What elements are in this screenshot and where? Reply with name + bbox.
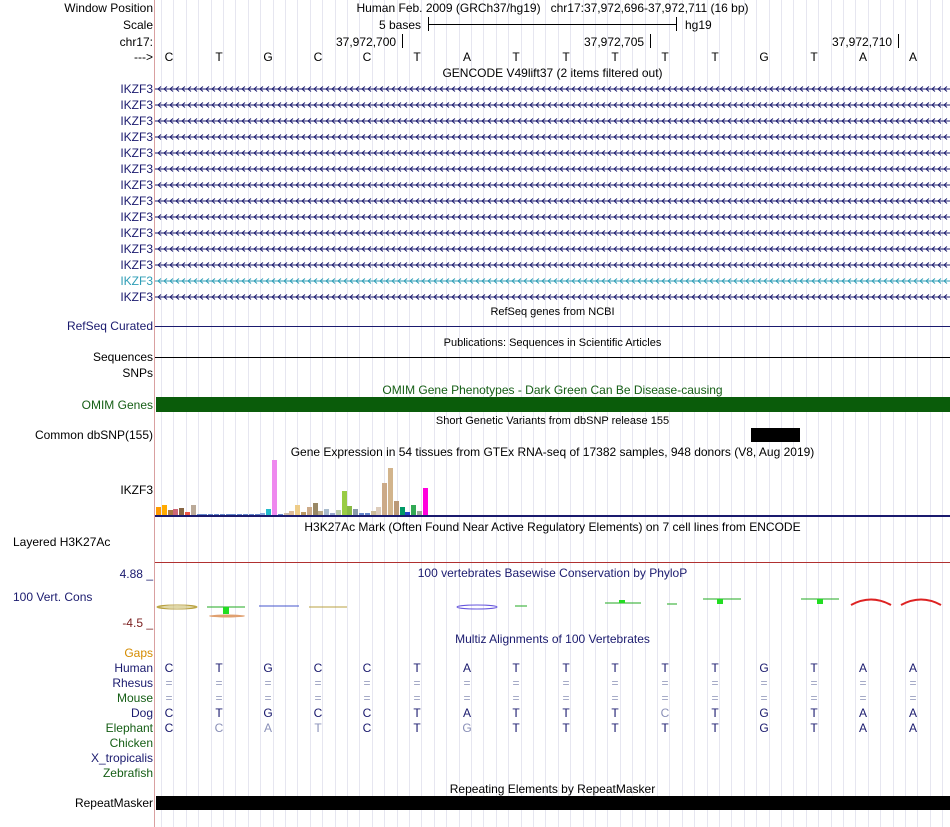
gene-label-ikzf3[interactable]: IKZF3 [120,274,153,288]
alignment-base: C [660,706,670,720]
alignment-base: G [759,721,769,735]
alignment-base: A [858,661,867,675]
base-letter: C [362,50,372,64]
base-letter: G [263,50,273,64]
label-h3k27ac[interactable]: Layered H3K27Ac [13,535,111,549]
base-letter: T [413,50,421,64]
alignment-base: = [760,691,768,705]
label-cons-min: -4.5 _ [122,616,153,630]
position-text: chr17:37,972,696-37,972,711 (16 bp) [550,1,749,15]
alignment-base: T [562,661,570,675]
species-label-chicken[interactable]: Chicken [109,736,153,750]
gene-label-ikzf3[interactable]: IKZF3 [120,290,153,304]
alignment-base: = [264,691,272,705]
species-label-dog[interactable]: Dog [130,706,153,720]
species-label-x_tropicalis[interactable]: X_tropicalis [90,751,153,765]
alignment-base: = [661,691,669,705]
alignment-base: T [611,661,619,675]
gene-label-ikzf3[interactable]: IKZF3 [120,98,153,112]
label-scale: Scale [122,18,153,32]
refseq-title[interactable]: RefSeq genes from NCBI [490,306,615,318]
alignment-base: T [562,706,570,720]
alignment-base: = [264,676,272,690]
alignment-base: T [810,706,818,720]
alignment-base: G [263,706,273,720]
alignment-base: C [164,661,174,675]
alignment-base: A [908,721,917,735]
gene-label-ikzf3[interactable]: IKZF3 [120,178,153,192]
alignment-base: C [362,661,372,675]
alignment-base: T [413,721,421,735]
alignment-base: A [908,706,917,720]
alignment-base: T [562,721,570,735]
assembly-name: Human Feb. 2009 (GRCh37/hg19) [356,1,541,15]
alignment-base: = [711,676,719,690]
alignment-base: = [463,676,471,690]
species-label-human[interactable]: Human [114,661,153,675]
alignment-base: = [413,676,421,690]
label-cons-max: 4.88 _ [119,567,153,581]
alignment-base: C [313,706,323,720]
alignment-base: A [908,661,917,675]
alignment-base: T [413,706,421,720]
cons-mark-9-bar [717,599,723,604]
alignment-base: T [611,706,619,720]
base-letter: C [164,50,174,64]
base-letter: T [215,50,223,64]
multiz-title[interactable]: Multiz Alignments of 100 Vertebrates [455,632,650,646]
alignment-base: C [313,661,323,675]
label-chrom: chr17: [119,35,153,49]
base-letter: A [858,50,867,64]
alignment-base: = [611,676,619,690]
alignment-base: T [512,721,520,735]
alignment-base: = [413,691,421,705]
base-letter: T [661,50,669,64]
alignment-base: = [463,691,471,705]
alignment-base: C [362,721,372,735]
alignment-base: T [711,721,719,735]
label-sequences[interactable]: Sequences [92,350,153,364]
species-label-rhesus[interactable]: Rhesus [112,676,153,690]
gene-label-ikzf3[interactable]: IKZF3 [120,194,153,208]
gencode-title[interactable]: GENCODE V49lift37 (2 items filtered out) [442,66,663,80]
label-gtex[interactable]: IKZF3 [120,483,153,497]
gene-label-ikzf3[interactable]: IKZF3 [120,130,153,144]
alignment-base: = [512,691,520,705]
cons-mark-7-bar [619,600,625,603]
h3k27ac-title[interactable]: H3K27Ac Mark (Often Found Near Active Regulatory Elements) on 7 cell lines from ENCODE [304,520,801,534]
cons-mark-10-bar [817,599,823,604]
alignment-base: T [314,721,322,735]
alignment-base: T [661,661,669,675]
alignment-base: A [858,721,867,735]
alignment-base: = [562,691,570,705]
alignment-base: T [711,706,719,720]
gene-label-ikzf3[interactable]: IKZF3 [120,114,153,128]
alignment-base: G [759,706,769,720]
gene-label-ikzf3[interactable]: IKZF3 [120,242,153,256]
label-cons[interactable]: 100 Vert. Cons [13,590,93,604]
label-gaps: Gaps [124,646,153,660]
alignment-base: = [165,676,173,690]
species-label-elephant[interactable]: Elephant [105,721,153,735]
alignment-base: A [462,661,471,675]
cons-mark-5 [457,605,497,609]
repeat-title[interactable]: Repeating Elements by RepeatMasker [449,782,656,796]
base-letter: A [908,50,917,64]
alignment-base: = [363,676,371,690]
label-window-position: Window Position [64,1,153,15]
label-repeatmasker[interactable]: RepeatMasker [74,796,153,810]
dbsnp-title[interactable]: Short Genetic Variants from dbSNP release 155 [435,415,670,427]
alignment-base: T [512,706,520,720]
alignment-base: = [810,676,818,690]
alignment-base: = [363,691,371,705]
alignment-base: T [215,706,223,720]
scale-db: hg19 [685,18,712,32]
alignment-base: G [263,661,273,675]
label-omim[interactable]: OMIM Genes [81,398,153,412]
gene-label-ikzf3[interactable]: IKZF3 [120,146,153,160]
base-letter: T [810,50,818,64]
tick-label-1: 37,972,700 [336,35,397,49]
repeatmasker-bar[interactable] [156,796,950,810]
label-dbsnp[interactable]: Common dbSNP(155) [34,428,153,442]
alignment-base: = [810,691,818,705]
base-letter: G [759,50,769,64]
cons-mark-11 [851,600,891,606]
cons-mark-2-bar [223,607,229,614]
alignment-base: A [462,706,471,720]
alignment-base: T [810,721,818,735]
alignment-base: = [661,676,669,690]
alignment-base: T [611,721,619,735]
alignment-base: = [760,676,768,690]
alignment-base: = [859,676,867,690]
gene-label-ikzf3[interactable]: IKZF3 [120,210,153,224]
alignment-base: T [711,661,719,675]
gene-label-ikzf3[interactable]: IKZF3 [120,226,153,240]
alignment-base: A [263,721,272,735]
alignment-base: T [413,661,421,675]
alignment-base: = [215,676,223,690]
alignment-base: = [611,691,619,705]
browser-track-area[interactable] [155,0,950,827]
alignment-base: C [214,721,224,735]
base-letter: T [562,50,570,64]
alignment-base: = [562,676,570,690]
alignment-base: = [215,691,223,705]
tick-label-3: 37,972,710 [832,35,893,49]
alignment-base: = [314,691,322,705]
tick-label-2: 37,972,705 [584,35,645,49]
alignment-base: C [164,706,174,720]
species-label-zebrafish[interactable]: Zebrafish [102,766,153,780]
alignment-base: = [909,676,917,690]
omim-title[interactable]: OMIM Gene Phenotypes - Dark Green Can Be Disease-causing [382,383,723,397]
alignment-base: = [711,691,719,705]
phylop-title[interactable]: 100 vertebrates Basewise Conservation by PhyloP [417,566,688,580]
alignment-base: A [858,706,867,720]
alignment-base: G [759,661,769,675]
alignment-base: = [165,691,173,705]
alignment-base: = [859,691,867,705]
alignment-base: T [810,661,818,675]
label-strand: ---> [134,50,153,64]
pubs-title[interactable]: Publications: Sequences in Scientific Articles [443,337,662,349]
cons-mark-12 [901,600,941,606]
alignment-base: T [215,661,223,675]
alignment-base: C [362,706,372,720]
gene-label-ikzf3[interactable]: IKZF3 [120,82,153,96]
label-refseq[interactable]: RefSeq Curated [66,319,153,333]
gene-label-ikzf3[interactable]: IKZF3 [120,162,153,176]
alignment-base: G [462,721,472,735]
label-snps[interactable]: SNPs [122,366,153,380]
alignment-base: T [661,721,669,735]
gtex-title[interactable]: Gene Expression in 54 tissues from GTEx RNA-seq of 17382 samples, 948 donors (V8, Aug 2019) [290,445,815,459]
alignment-base: = [512,676,520,690]
alignment-base: = [314,676,322,690]
base-letter: T [512,50,520,64]
species-label-mouse[interactable]: Mouse [116,691,153,705]
alignment-base: T [512,661,520,675]
scale-text: 5 bases [379,18,422,32]
gene-label-ikzf3[interactable]: IKZF3 [120,258,153,272]
alignment-base: C [164,721,174,735]
alignment-base: = [909,691,917,705]
base-letter: T [611,50,619,64]
cons-mark-2-under [209,615,245,618]
base-letter: C [313,50,323,64]
base-letter: T [711,50,719,64]
base-letter: A [462,50,471,64]
